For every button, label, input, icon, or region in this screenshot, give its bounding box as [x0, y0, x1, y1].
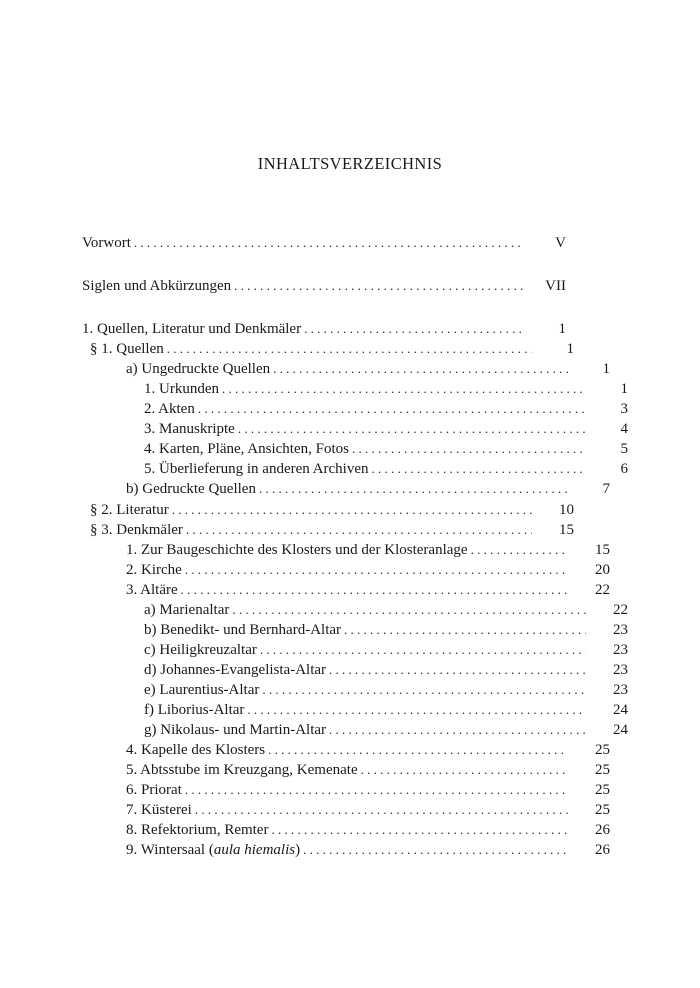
toc-leader-dots [352, 439, 586, 459]
toc-page-number: 25 [595, 742, 610, 758]
toc-entry-label: § 3. Denkmäler [90, 522, 183, 538]
toc-entry-label: 1. Urkunden [144, 381, 219, 397]
toc-entry-label: 3. Altäre [126, 582, 178, 598]
toc-leader-dots [329, 660, 586, 680]
toc-entry[interactable] [82, 233, 566, 253]
toc-page-number: 3 [620, 401, 628, 417]
toc-entry[interactable] [82, 720, 628, 740]
toc-entry-label: 5. Abtsstube im Kreuzgang, Kemenate [126, 762, 358, 778]
toc-leader-dots [344, 620, 586, 640]
toc-entry-label: 4. Kapelle des Klosters [126, 742, 266, 758]
toc-entry-label: Siglen und Abkürzungen [82, 278, 232, 294]
toc-entry[interactable] [82, 560, 610, 580]
toc-entry-label: g) Nikolaus- und Martin-Altar [144, 722, 327, 738]
toc-entry-label: 2. Kirche [126, 562, 182, 578]
toc-entry[interactable] [82, 800, 610, 820]
toc-page-number: 22 [595, 582, 610, 598]
toc-entry-label: 1. Quellen, Literatur und Denkmäler [82, 321, 302, 337]
toc-entry-label: a) Ungedruckte Quellen [126, 361, 271, 377]
toc-page-number: 23 [613, 662, 628, 678]
toc-entry[interactable] [82, 780, 610, 800]
toc-page-number: 1 [602, 361, 610, 377]
toc-page-number: 26 [595, 842, 610, 858]
toc-page-number: 1 [566, 341, 574, 357]
toc-entry-label: § 2. Literatur [90, 502, 169, 518]
toc-leader-dots [232, 600, 586, 620]
toc-entry-label: d) Johannes-Evangelista-Altar [144, 662, 327, 678]
toc-entry-label: 2. Akten [144, 401, 195, 417]
toc-entry-label: 7. Küsterei [126, 802, 192, 818]
toc-entry[interactable] [82, 500, 574, 520]
toc-page-number: V [555, 235, 566, 251]
toc-page-number: 20 [595, 562, 610, 578]
toc-page-number: 23 [613, 622, 628, 638]
toc-entry-label: 8. Refektorium, Remter [126, 822, 269, 838]
toc-leader-dots [259, 479, 568, 499]
toc-entry[interactable] [82, 520, 574, 540]
toc-leader-dots [247, 700, 586, 720]
toc-leader-dots [134, 233, 524, 253]
toc-entry[interactable] [82, 276, 566, 296]
toc-entry-label: § 1. Quellen [90, 341, 164, 357]
toc-leader-dots [471, 540, 568, 560]
toc-entry[interactable] [82, 580, 610, 600]
toc-leader-dots [185, 780, 568, 800]
toc-page-number: 23 [613, 682, 628, 698]
toc-entry[interactable] [82, 760, 610, 780]
toc-leader-dots [186, 520, 532, 540]
toc-page-number: 15 [595, 542, 610, 558]
toc-page-number: 23 [613, 642, 628, 658]
toc-leader-dots [361, 760, 568, 780]
toc-leader-dots [195, 800, 568, 820]
page-title: INHALTSVERZEICHNIS [257, 154, 443, 173]
toc-entry[interactable] [82, 640, 628, 660]
toc-page-number: 6 [620, 461, 628, 477]
toc-entry-label: 5. Überlieferung in anderen Archiven [144, 461, 369, 477]
toc-page-number: 4 [620, 421, 628, 437]
toc-entry[interactable] [82, 820, 610, 840]
toc-page-number: 25 [595, 762, 610, 778]
toc-leader-dots [260, 640, 586, 660]
toc-leader-dots [167, 339, 532, 359]
toc-entry-label: 1. Zur Baugeschichte des Klosters und der Klosteranlage [126, 542, 468, 558]
toc-entry[interactable] [82, 399, 628, 419]
toc-entry[interactable] [82, 840, 610, 860]
toc-entry[interactable] [82, 319, 566, 339]
toc-leader-dots [234, 276, 524, 296]
toc-page-number: 10 [559, 502, 574, 518]
toc-leader-dots [262, 680, 586, 700]
toc-leader-dots [268, 740, 568, 760]
table-of-contents [82, 0, 628, 988]
toc-entry-label: f) Liborius-Altar [144, 702, 245, 718]
toc-entry-label: a) Marienaltar [144, 602, 230, 618]
toc-entry-label: c) Heiligkreuzaltar [144, 642, 257, 658]
toc-entry[interactable] [82, 620, 628, 640]
toc-leader-dots [222, 379, 586, 399]
toc-entry[interactable] [82, 339, 574, 359]
toc-page-number: 25 [595, 782, 610, 798]
toc-page-number: 15 [559, 522, 574, 538]
toc-leader-dots [372, 459, 587, 479]
toc-page-number: 5 [620, 441, 628, 457]
toc-page-number: 1 [620, 381, 628, 397]
toc-entry[interactable] [82, 680, 628, 700]
toc-page-number: VII [545, 278, 566, 294]
toc-entry[interactable] [82, 459, 628, 479]
toc-entry[interactable] [82, 359, 610, 379]
toc-page-number: 24 [613, 722, 628, 738]
toc-entry[interactable] [82, 379, 628, 399]
toc-entry-label: b) Benedikt- und Bernhard-Altar [144, 622, 342, 638]
toc-leader-dots [304, 319, 524, 339]
toc-leader-dots [172, 500, 532, 520]
toc-entry[interactable] [82, 740, 610, 760]
toc-entry[interactable] [82, 540, 610, 560]
toc-entry-label: 4. Karten, Pläne, Ansichten, Fotos [144, 441, 349, 457]
toc-leader-dots [181, 580, 568, 600]
toc-leader-dots [238, 419, 586, 439]
toc-leader-dots [273, 359, 568, 379]
toc-entry[interactable] [82, 479, 610, 499]
toc-page-number: 26 [595, 822, 610, 838]
toc-entry-label: b) Gedruckte Quellen [126, 481, 256, 497]
toc-entry[interactable] [82, 419, 628, 439]
toc-page-number: 25 [595, 802, 610, 818]
toc-entry[interactable] [82, 600, 628, 620]
toc-entry-label: 6. Priorat [126, 782, 182, 798]
toc-leader-dots [303, 840, 568, 860]
toc-entry-label: 3. Manuskripte [144, 421, 235, 437]
toc-leader-dots [329, 720, 586, 740]
toc-leader-dots [271, 820, 568, 840]
toc-page-number: 22 [613, 602, 628, 618]
toc-entry[interactable] [82, 660, 628, 680]
toc-page-number: 7 [602, 481, 610, 497]
toc-entry[interactable] [82, 700, 628, 720]
toc-entry-label: 9. Wintersaal (aula hiemalis) [126, 842, 301, 858]
toc-leader-dots [185, 560, 568, 580]
toc-entry[interactable] [82, 439, 628, 459]
toc-entry-label: e) Laurentius-Altar [144, 682, 260, 698]
toc-leader-dots [198, 399, 586, 419]
toc-entry-label: Vorwort [82, 235, 131, 251]
toc-page-number: 24 [613, 702, 628, 718]
toc-page-number: 1 [558, 321, 566, 337]
